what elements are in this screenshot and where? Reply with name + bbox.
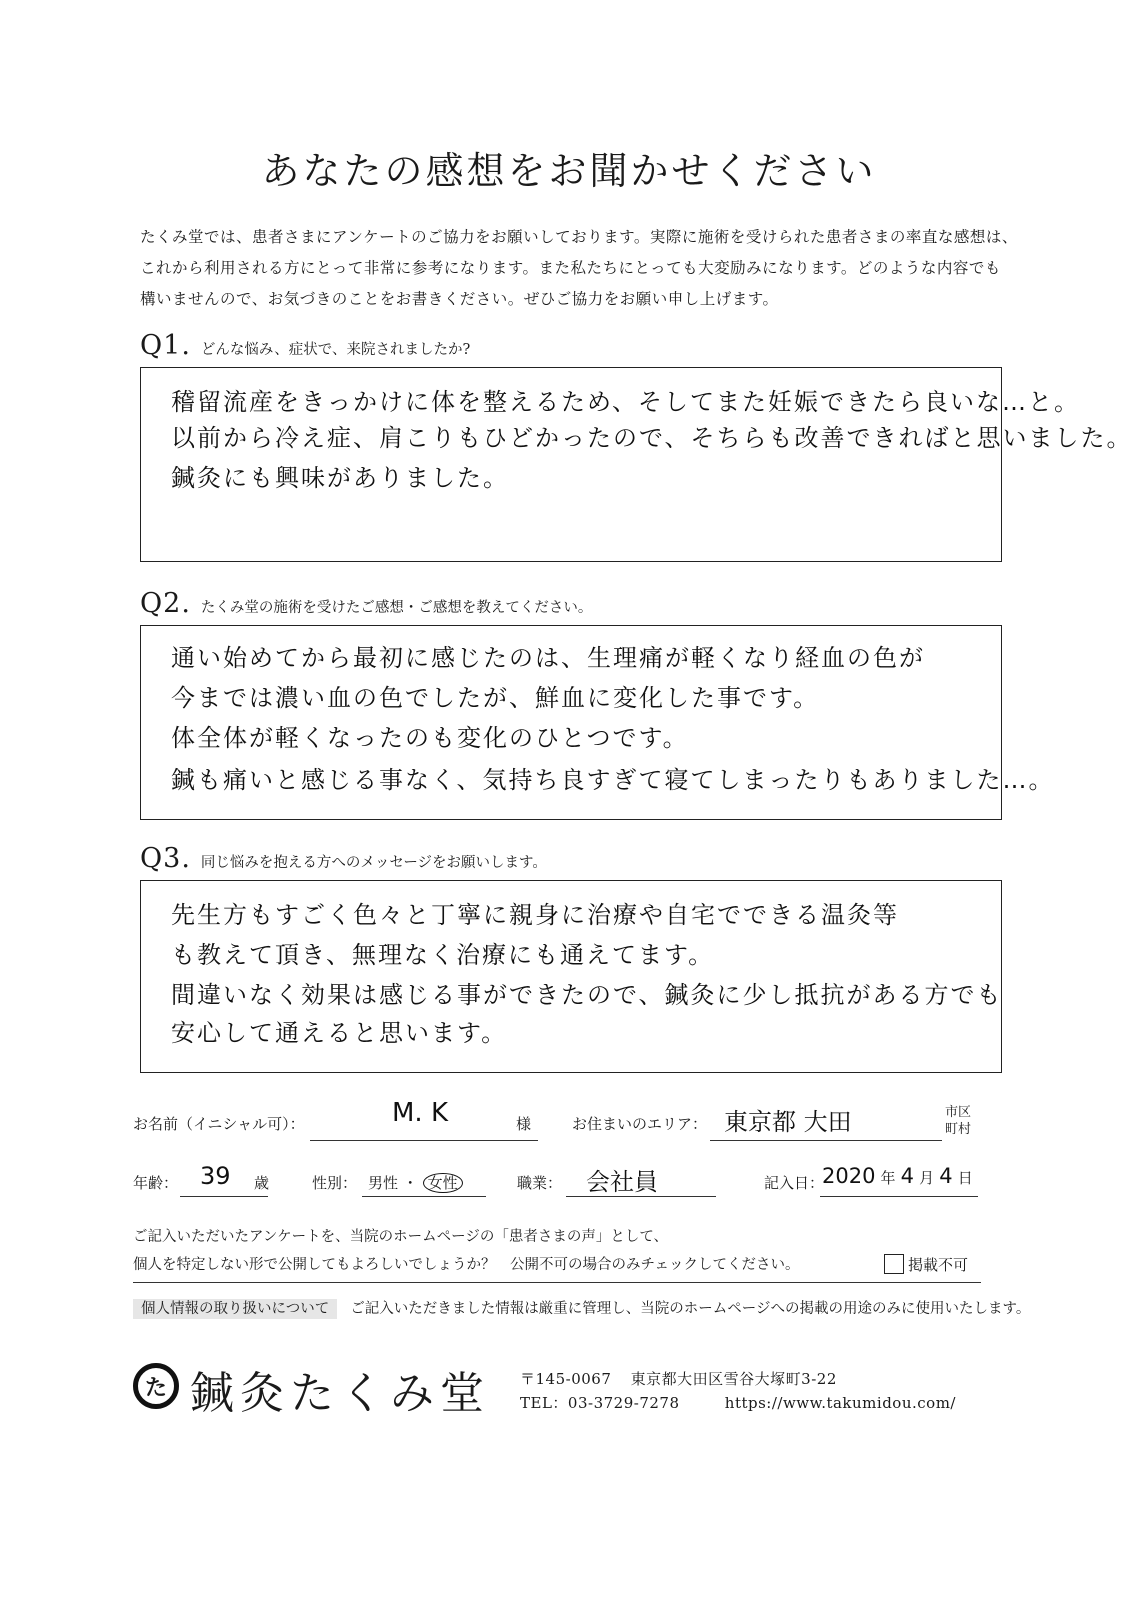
q3-heading <box>140 843 547 877</box>
job-value[interactable]: 会社員 <box>586 1168 658 1196</box>
q1-answer-line: 稽留流産をきっかけに体を整えるため、そしてまた妊娠できたら良いな…と。 <box>171 388 1081 416</box>
q2-answer-line: 鍼も痛いと感じる事なく、気持ち良すぎて寝てしまったりもありました…。 <box>171 766 1055 794</box>
sex-option-female-selected[interactable]: 女性 <box>423 1173 463 1193</box>
privacy-notice <box>133 1297 1030 1318</box>
q1-question: どんな悩み、症状で、来院されましたか? <box>200 342 471 358</box>
q2-answer-line: 通い始めてから最初に感じたのは、生理痛が軽くなり経血の色が <box>171 644 925 672</box>
logo-mark-glyph: た <box>144 1374 167 1401</box>
publish-line: 個人を特定しない形で公開してもよろしいでしょうか？ 公開不可の場合のみチェックしてください。 <box>133 1257 800 1273</box>
job-label: 職業： <box>517 1174 563 1192</box>
publish-divider <box>133 1282 981 1283</box>
age-label: 年齢： <box>133 1174 179 1192</box>
publish-line: ご記入いただいたアンケートを、当院のホームページの「患者さまの声」として、 <box>133 1229 669 1245</box>
date-month-suffix: 月 <box>919 1169 935 1187</box>
date-day-suffix: 日 <box>957 1169 973 1187</box>
clinic-address <box>520 1368 837 1389</box>
q2-heading <box>140 588 592 622</box>
privacy-tag: 個人情報の取り扱いについて <box>133 1299 337 1319</box>
q3-number: Q3. <box>140 843 191 874</box>
q1-number: Q1. <box>140 330 191 361</box>
age-value[interactable]: 39 <box>200 1162 231 1190</box>
q2-question: たくみ堂の施術を受けたご感想・ご感想を教えてください。 <box>200 600 593 616</box>
area-suffix <box>945 1104 971 1138</box>
age-suffix: 歳 <box>254 1174 270 1192</box>
date-day: 4 <box>939 1164 953 1188</box>
address: 東京都大田区雪谷大塚町3-22 <box>630 1370 837 1388</box>
page-title: あなたの感想をお聞かせください <box>261 149 877 193</box>
name-suffix: 様 <box>516 1115 532 1133</box>
q2-answer-box[interactable] <box>140 625 1055 820</box>
q3-question: 同じ悩みを抱える方へのメッセージをお願いします。 <box>200 855 547 871</box>
q3-answer-line: 先生方もすごく色々と丁寧に親身に治療や自宅でできる温灸等 <box>171 901 899 929</box>
date-field[interactable] <box>822 1164 973 1188</box>
sex-label: 性別： <box>312 1174 358 1192</box>
sex-underline <box>362 1196 486 1197</box>
q3-answer-line: 安心して通えると思います。 <box>171 1019 508 1047</box>
q3-answer-line: も教えて頂き、無理なく治療にも通えてます。 <box>171 941 715 969</box>
sex-separator: ・ <box>402 1174 418 1192</box>
q3-answer-line: 間違いなく効果は感じる事ができたので、鍼灸に少し抵抗がある方でも <box>171 981 1003 1009</box>
q1-heading <box>140 330 470 364</box>
job-underline <box>566 1196 716 1197</box>
q2-number: Q2. <box>140 588 191 619</box>
q1-answer-line: 鍼灸にも興味がありました。 <box>171 464 509 492</box>
area-label: お住まいのエリア： <box>572 1115 708 1133</box>
q3-answer-box[interactable] <box>140 880 1002 1073</box>
date-label: 記入日： <box>764 1174 825 1192</box>
no-publish-checkbox[interactable] <box>884 1254 904 1274</box>
clinic-contact <box>520 1392 956 1413</box>
intro-line: 構いませんので、お気づきのことをお書きください。ぜひご協力をお願い申し上げます。 <box>140 290 779 308</box>
date-year-suffix: 年 <box>880 1169 896 1187</box>
clinic-logo-mark <box>133 1363 179 1409</box>
area-value[interactable]: 東京都 大田 <box>724 1108 852 1136</box>
intro-text <box>140 222 1020 315</box>
clinic-logo-text: 鍼灸たくみ堂 <box>190 1368 490 1419</box>
privacy-text: ご記入いただきました情報は厳重に管理し、当院のホームページへの掲載の用途のみに使用いたします。 <box>350 1301 1031 1317</box>
area-suffix-line: 市区 <box>945 1105 972 1120</box>
website-link[interactable]: https://www.takumidou.com/ <box>724 1394 956 1412</box>
q2-answer-line: 体全体が軽くなったのも変化のひとつです。 <box>171 724 689 752</box>
name-label: お名前（イニシャル可）： <box>133 1115 305 1133</box>
date-year: 2020 <box>822 1164 876 1188</box>
sex-options <box>368 1172 463 1193</box>
no-publish-label: 掲載不可 <box>908 1256 969 1274</box>
q1-answer-line: 以前から冷え症、肩こりもひどかったので、そちらも改善できればと思いました。 <box>171 424 1133 452</box>
date-underline <box>820 1196 978 1197</box>
area-underline <box>710 1140 942 1141</box>
date-month: 4 <box>900 1164 915 1188</box>
postal-code: 〒145-0067 <box>520 1370 612 1388</box>
intro-line: これから利用される方にとって非常に参考になります。また私たちにとっても大変励みになります。どのような内容でも <box>140 259 1001 277</box>
name-underline <box>310 1140 538 1141</box>
sex-option-male[interactable]: 男性 <box>368 1174 399 1192</box>
area-suffix-line: 町村 <box>945 1122 972 1137</box>
age-underline <box>180 1196 268 1197</box>
intro-line: たくみ堂では、患者さまにアンケートのご協力をお願いしております。実際に施術を受けられた患者さまの率直な感想は、 <box>140 228 1018 246</box>
name-value[interactable]: M. K <box>392 1098 449 1128</box>
q1-answer-box[interactable] <box>140 367 1133 562</box>
phone: TEL：03-3729-7278 <box>520 1394 680 1412</box>
q2-answer-line: 今までは濃い血の色でしたが、鮮血に変化した事です。 <box>171 684 820 712</box>
